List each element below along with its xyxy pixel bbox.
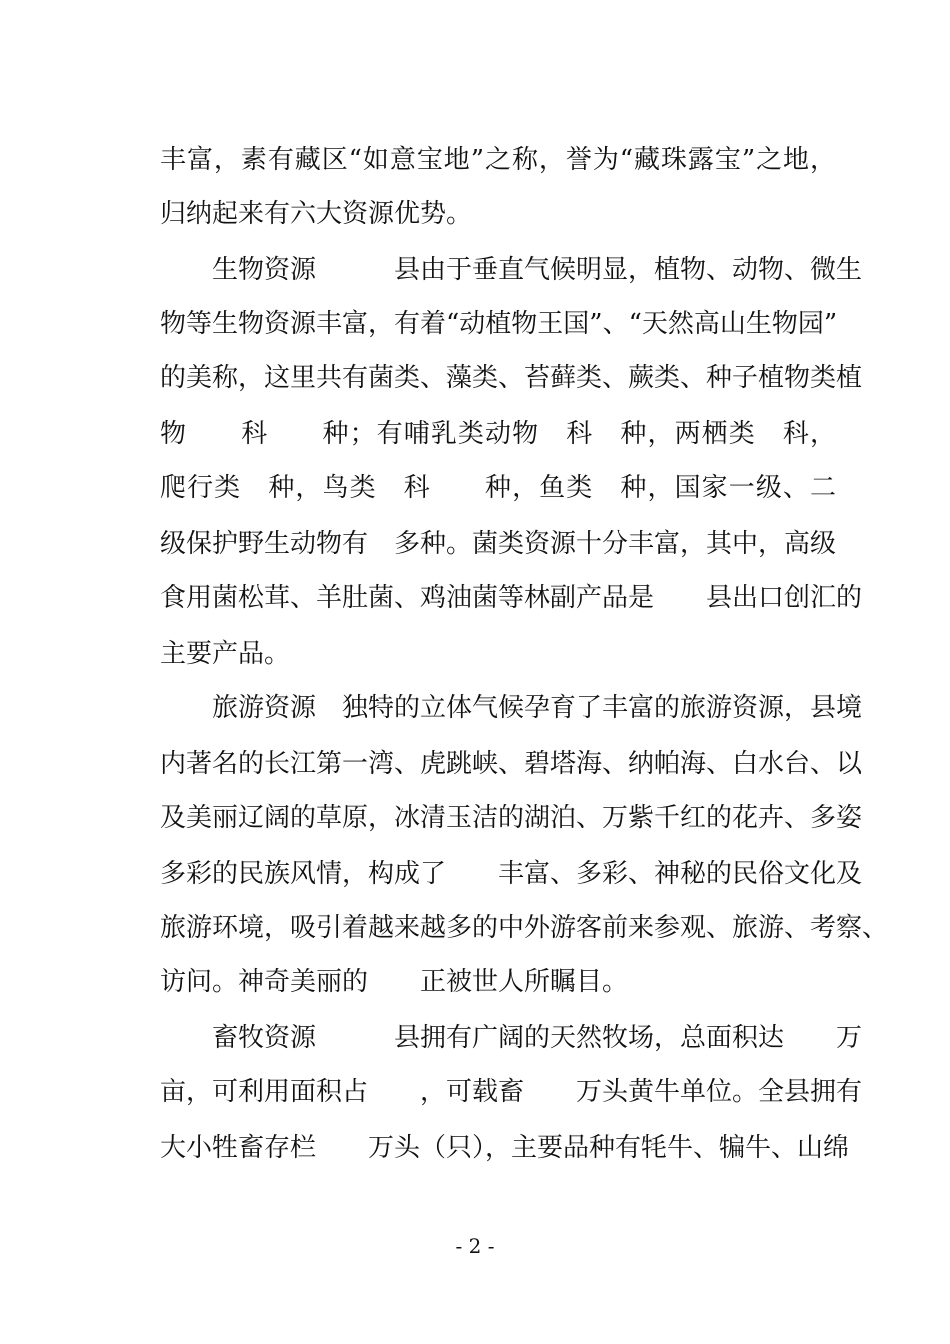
text-line: 物 科 种；有哺乳类动物 科 种，两栖类 科，: [160, 419, 836, 449]
text-line: 大小牲畜存栏 万头（只），主要品种有牦牛、犏牛、山绵: [160, 1133, 850, 1163]
text-line: 访问。神奇美丽的 正被世人所瞩目。: [160, 967, 629, 997]
text-line: 旅游环境，吸引着越来越多的中外游客前来参观、旅游、考察、: [160, 913, 889, 943]
text-line: 生物资源 县由于垂直气候明显，植物、动物、微生: [212, 255, 863, 285]
text-line: 归纳起来有六大资源优势。: [160, 199, 473, 229]
text-line: 爬行类 种，鸟类 科 种，鱼类 种，国家一级、二: [160, 473, 836, 503]
text-line: 及美丽辽阔的草原，冰清玉洁的湖泊、万紫千红的花卉、多姿: [160, 803, 863, 833]
text-line: 丰富，素有藏区“如意宝地”之称，誉为“藏珠露宝”之地，: [160, 145, 836, 175]
text-line: 食用菌松茸、羊肚菌、鸡油菌等林副产品是 县出口创汇的: [160, 583, 863, 613]
text-line: 多彩的民族风情，构成了 丰富、多彩、神秘的民俗文化及: [160, 859, 863, 889]
text-line: 畜牧资源 县拥有广阔的天然牧场，总面积达 万: [212, 1023, 863, 1053]
text-line: 的美称，这里共有菌类、藻类、苔藓类、蕨类、种子植物类植: [160, 363, 863, 393]
text-line: 旅游资源 独特的立体气候孕育了丰富的旅游资源，县境: [212, 693, 863, 723]
text-line: 物等生物资源丰富，有着“动植物王国”、“天然高山生物园”: [160, 309, 838, 339]
page-number: - 2 -: [455, 1234, 495, 1258]
text-line: 主要产品。: [160, 639, 291, 669]
text-line: 亩，可利用面积占 ，可载畜 万头黄牛单位。全县拥有: [160, 1077, 863, 1107]
text-line: 内著名的长江第一湾、虎跳峡、碧塔海、纳帕海、白水台、以: [160, 749, 863, 779]
text-line: 级保护野生动物有 多种。菌类资源十分丰富，其中，高级: [160, 529, 837, 559]
